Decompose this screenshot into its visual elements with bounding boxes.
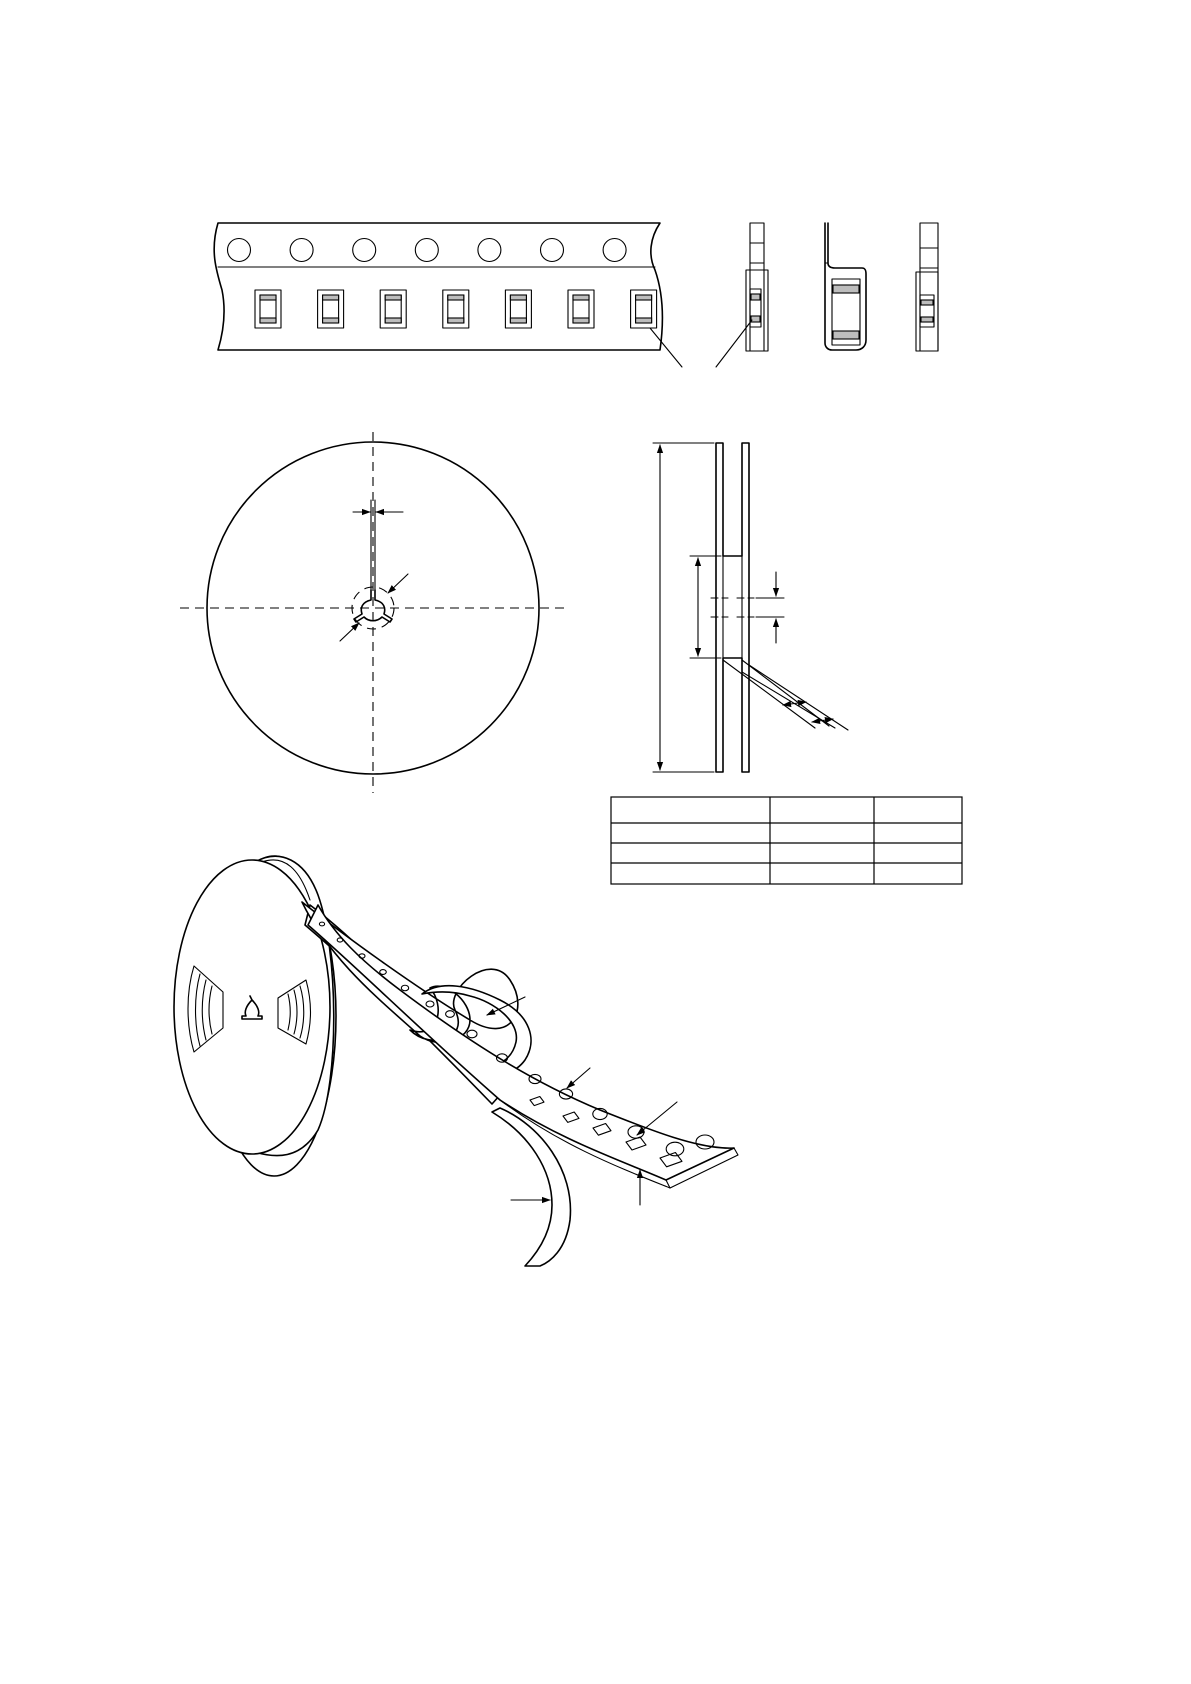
sprocket-hole xyxy=(478,239,501,262)
sprocket-hole xyxy=(415,239,438,262)
sprocket-hole xyxy=(353,239,376,262)
leader-line-pocket xyxy=(650,328,682,367)
leader-line-section xyxy=(716,320,752,367)
tape-cross-section-1 xyxy=(716,223,768,367)
sprocket-hole xyxy=(290,239,313,262)
carrier-tape-top-view xyxy=(214,223,682,367)
reel-front-view xyxy=(180,432,568,793)
sprocket-hole xyxy=(603,239,626,262)
iso-sprocket-hole xyxy=(467,1030,477,1038)
pocket xyxy=(631,290,657,328)
leader-sprocket-hole xyxy=(567,1068,590,1088)
pocket xyxy=(505,290,531,328)
tape-cross-section-2 xyxy=(825,223,866,350)
pocket xyxy=(318,290,344,328)
reel-front-flange xyxy=(174,860,330,1154)
reel-side-left-flange xyxy=(716,443,749,772)
pocket xyxy=(443,290,469,328)
pocket xyxy=(568,290,594,328)
component-pockets xyxy=(255,290,657,328)
dimension-table xyxy=(611,797,962,884)
leader-pocket xyxy=(637,1102,677,1135)
sprocket-hole xyxy=(541,239,564,262)
pocket xyxy=(380,290,406,328)
inner-width-dim xyxy=(783,702,806,705)
reel-side-view xyxy=(653,443,848,772)
sprocket-hole xyxy=(228,239,251,262)
hub-diameter-arrow-upper xyxy=(388,574,408,593)
pocket xyxy=(255,290,281,328)
sprocket-holes xyxy=(228,239,627,262)
tape-cross-section-3 xyxy=(916,223,938,351)
reel-isometric-view xyxy=(174,856,738,1266)
hub-diameter-arrow-lower xyxy=(340,623,359,641)
carrier-tape-outline xyxy=(214,223,662,350)
